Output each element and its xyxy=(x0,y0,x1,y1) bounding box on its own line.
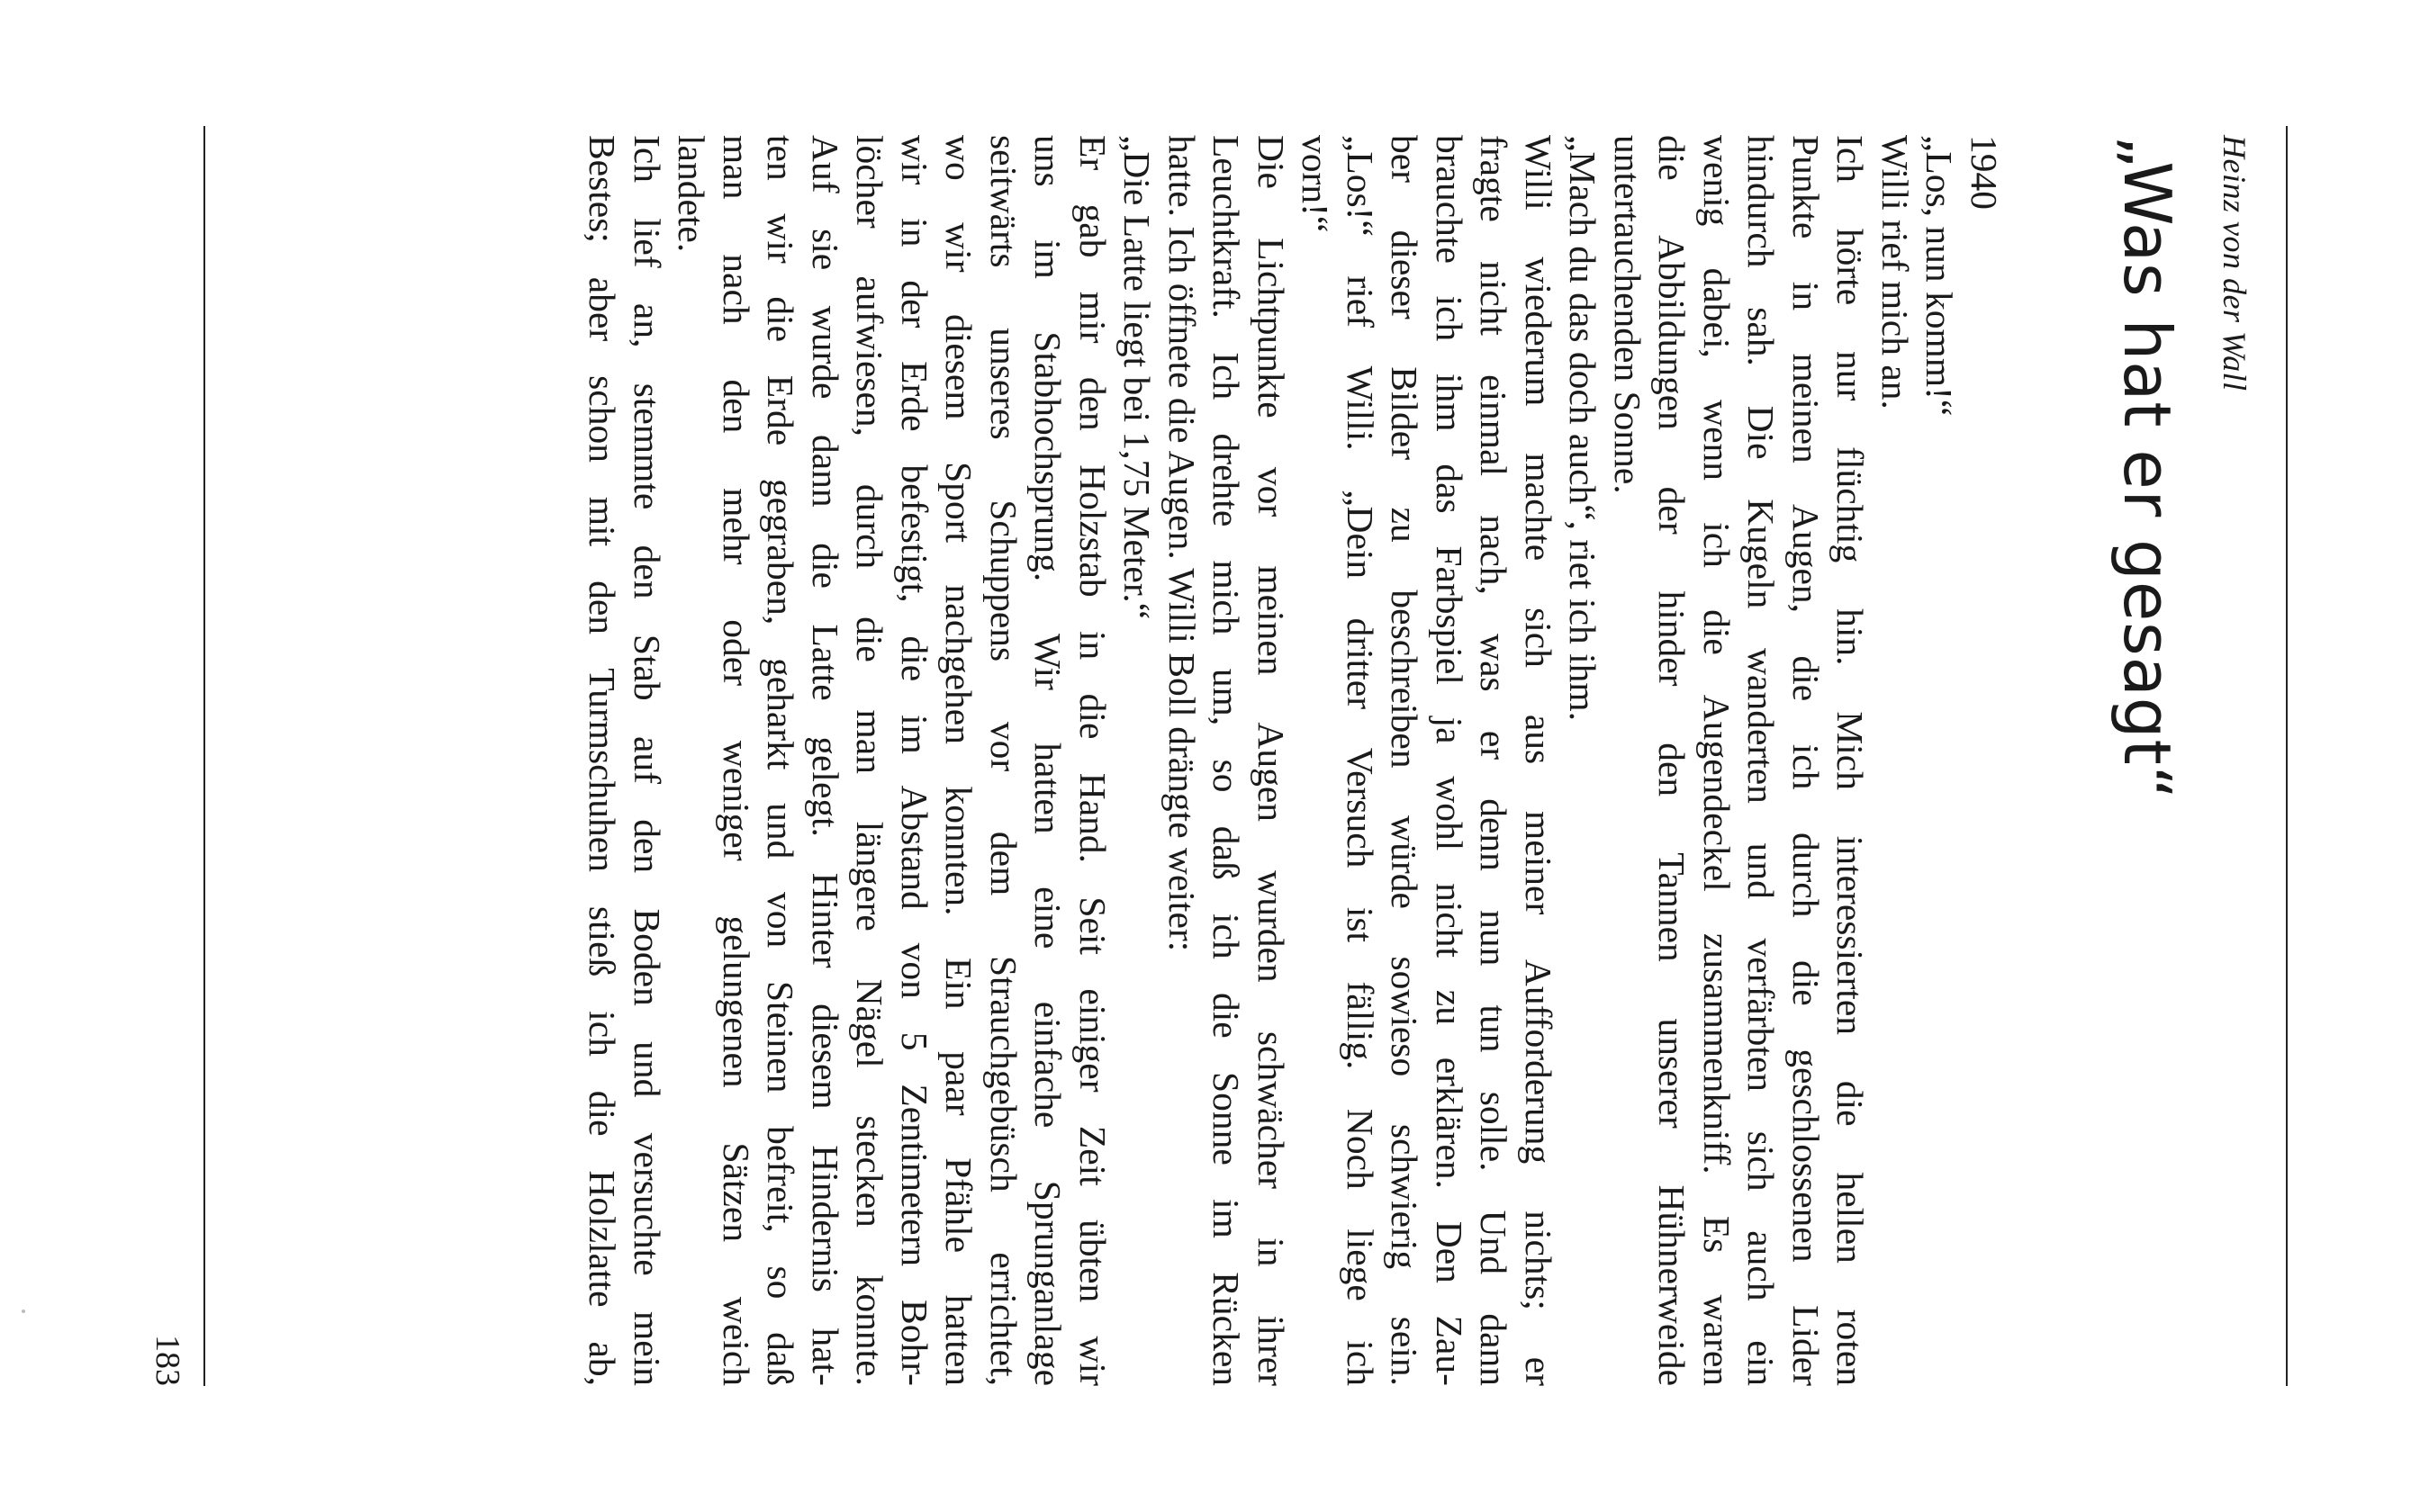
text-line: Auf sie wurde dann die Latte gelegt. Hinter diesem Hindernis hat- xyxy=(805,135,846,1386)
text-line: ten wir die Erde gegraben, geharkt und von Steinen befreit, so daß xyxy=(760,135,802,1386)
text-line: „Los, nun komm!“ xyxy=(1919,135,1961,417)
text-line: Bestes; aber schon mit den Turmschuhen stieß ich die Holzlatte ab, xyxy=(582,135,624,1386)
text-line: vorn!“ xyxy=(1295,135,1337,233)
text-line: Ich hörte nur flüchtig hin. Mich interessierten die hellen roten xyxy=(1829,135,1872,1386)
text-line: löcher aufwiesen, durch die man längere Nägel stecken konnte. xyxy=(849,135,891,1386)
text-line: wo wir diesem Sport nachgehen konnten. Ein paar Pfähle hatten xyxy=(938,135,980,1386)
text-line: brauchte ich ihm das Farbspiel ja wohl nicht zu erklären. Den Zau- xyxy=(1429,135,1470,1386)
text-line: uns im Stabhochsprung. Wir hatten eine einfache Sprunganlage xyxy=(1027,135,1070,1386)
text-line: wenig dabei, wenn ich die Augendeckel zusammenkniff. Es waren xyxy=(1696,135,1738,1386)
text-line: 1940 xyxy=(1964,135,2005,210)
text-line: „Mach du das doch auch“, riet ich ihm. xyxy=(1562,135,1604,722)
text-line: hatte. Ich öffnete die Augen. Willi Boll drängte weiter: xyxy=(1161,135,1203,952)
text-line: die Abbildungen der hinder den Tannen unserer Hühnerweide xyxy=(1651,135,1693,1386)
text-line: seitwärts unseres Schuppens vor dem Strauchgebüsch errichtet, xyxy=(983,135,1025,1386)
text-line: Willi wiederum machte sich aus meiner Aufforderung nichts; er xyxy=(1518,135,1559,1386)
text-line: „Los!“ rief Willi. „Dein dritter Versuch ist fällig. Noch liege ich xyxy=(1340,135,1381,1386)
story-title: „Was hat er gesagt“ xyxy=(2109,135,2185,801)
text-line: hindurch sah. Die Kugeln wanderten und verfärbten sich auch ein xyxy=(1740,135,1783,1386)
text-line: Punkte in meinen Augen, die ich durch die geschlossenen Lider xyxy=(1785,135,1827,1386)
text-line: landete. xyxy=(671,135,713,253)
text-line: Ich lief an, stemmte den Stab auf den Boden und versuchte mein xyxy=(627,135,668,1386)
top-rule xyxy=(2286,126,2288,1386)
text-line: Er gab mir den Holzstab in die Hand. Seit einiger Zeit übten wir xyxy=(1072,135,1114,1386)
text-line: untertauchenden Sonne. xyxy=(1607,135,1648,494)
bottom-rule xyxy=(203,126,205,1386)
text-line: Die Lichtpunkte vor meinen Augen wurden schwächer in ihrer xyxy=(1251,135,1292,1386)
text-line: wir in der Erde befestigt, die im Abstand von 5 Zentimetern Bohr- xyxy=(894,135,935,1386)
text-line: „Die Latte liegt bei 1,75 Meter.“ xyxy=(1116,135,1159,620)
text-line: man nach den mehr oder weniger gelungenen Sätzen weich xyxy=(716,135,757,1386)
text-line: ber dieser Bilder zu beschreiben würde sowieso schwierig sein. xyxy=(1384,135,1426,1386)
text-line: fragte nicht einmal nach, was er denn nun tun solle. Und dann xyxy=(1473,135,1515,1386)
text-line: Willi rief mich an. xyxy=(1874,135,1916,410)
text-line: Leuchtkraft. Ich drehte mich um, so daß ich die Sonne im Rücken xyxy=(1205,135,1248,1386)
story-body xyxy=(580,135,2006,1386)
author-name: Heinz von der Wall xyxy=(2217,135,2253,392)
scan-speck xyxy=(22,1310,25,1313)
page-number: 183 xyxy=(149,1335,186,1386)
